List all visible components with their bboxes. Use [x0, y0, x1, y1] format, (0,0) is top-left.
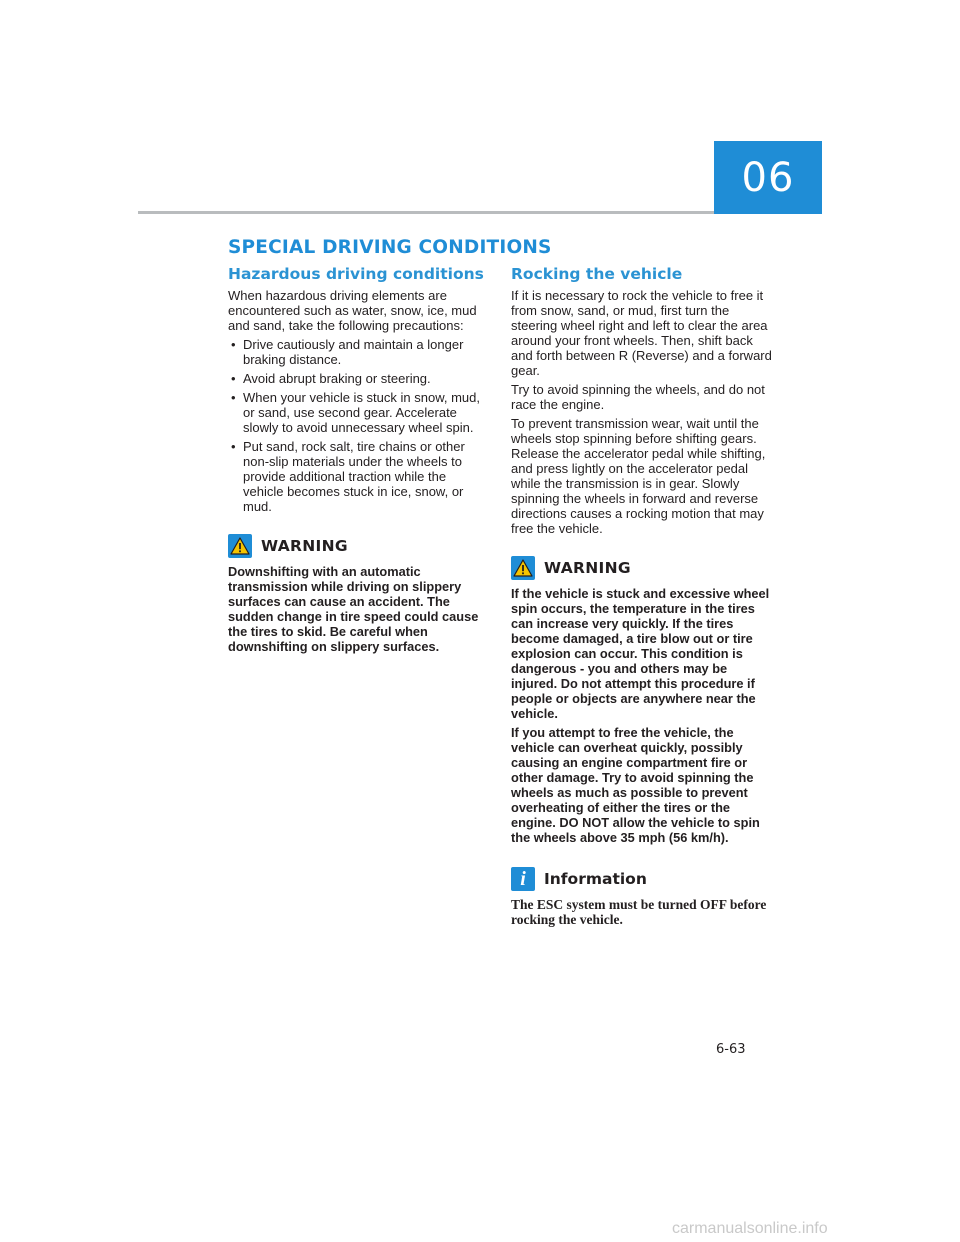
warning-title: WARNING	[261, 537, 348, 555]
list-item: • Avoid abrupt braking or steering.	[228, 371, 490, 386]
chapter-tab	[714, 141, 822, 214]
rocking-paragraph: If it is necessary to rock the vehicle to free it from snow, sand, or mud, first turn the steering wheel right and left to clear the area around your front wheels. Then, shift back and forth between R (Reverse) and a forward gear.	[511, 288, 772, 378]
left-column	[228, 264, 490, 658]
list-item: • Drive cautiously and maintain a longer braking distance.	[228, 337, 490, 367]
warning-text: Downshifting with an automatic transmission while driving on slippery surfaces can cause an accident. The sudden change in tire speed could cause the tires to skid. Be careful when downshifting on slippery surfaces.	[228, 564, 479, 654]
info-icon: i	[511, 867, 535, 891]
rocking-vehicle-heading: Rocking the vehicle	[511, 265, 683, 283]
information-header	[511, 867, 773, 891]
warning-triangle-icon	[511, 556, 535, 580]
warning-box-downshifting	[228, 534, 490, 654]
page-number: 6-63	[716, 1042, 746, 1057]
rocking-paragraph: To prevent transmission wear, wait until the wheels stop spinning before shifting gears. Release the accelerator pedal while shifting, and press lightly on the accelerator pedal while the transmission is in gear. Slowly spinning the wheels in forward and reverse directions causes a rocking motion that may free the vehicle.	[511, 416, 766, 536]
information-box	[511, 867, 773, 927]
hazardous-intro: When hazardous driving elements are encountered such as water, snow, ice, mud and sand, take the following precautions:	[228, 288, 477, 333]
warning-header	[228, 534, 490, 558]
chapter-number: 06	[741, 154, 795, 201]
hazardous-conditions-heading: Hazardous driving conditions	[228, 265, 484, 283]
information-text: The ESC system must be turned OFF before rocking the vehicle.	[511, 897, 767, 927]
chapter-divider-line	[138, 211, 714, 214]
warning-header	[511, 556, 773, 580]
list-item: • When your vehicle is stuck in snow, mud, or sand, use second gear. Accelerate slowly to avoid unnecessary wheel spin.	[228, 390, 490, 435]
precautions-list	[228, 337, 490, 514]
watermark: carmanualsonline.info	[672, 1220, 828, 1237]
list-item: • Put sand, rock salt, tire chains or other non-slip materials under the wheels to provide additional traction while the vehicle becomes stuck in ice, snow, or mud.	[228, 439, 490, 514]
warning-title: WARNING	[544, 559, 631, 577]
rocking-paragraph: Try to avoid spinning the wheels, and do not race the engine.	[511, 382, 765, 412]
warning-box-rocking	[511, 556, 773, 845]
warning-triangle-icon	[228, 534, 252, 558]
warning-text: If the vehicle is stuck and excessive wheel spin occurs, the temperature in the tires can increase very quickly. If the tires become damaged, a tire blow out or tire explosion can occur. This condition is dangerous - you and others may be injured. Do not attempt this procedure if people or objects are anywhere near the vehicle.	[511, 586, 770, 721]
warning-text: If you attempt to free the vehicle, the vehicle can overheat quickly, possibly causing an engine compartment fire or other damage. Try to avoid spinning the wheels as much as possible to prevent overheating of either the tires or the engine. DO NOT allow the vehicle to spin the wheels above 35 mph (56 km/h).	[511, 725, 760, 845]
information-title: Information	[544, 870, 647, 888]
right-column	[511, 264, 773, 927]
section-title: SPECIAL DRIVING CONDITIONS	[228, 237, 552, 258]
